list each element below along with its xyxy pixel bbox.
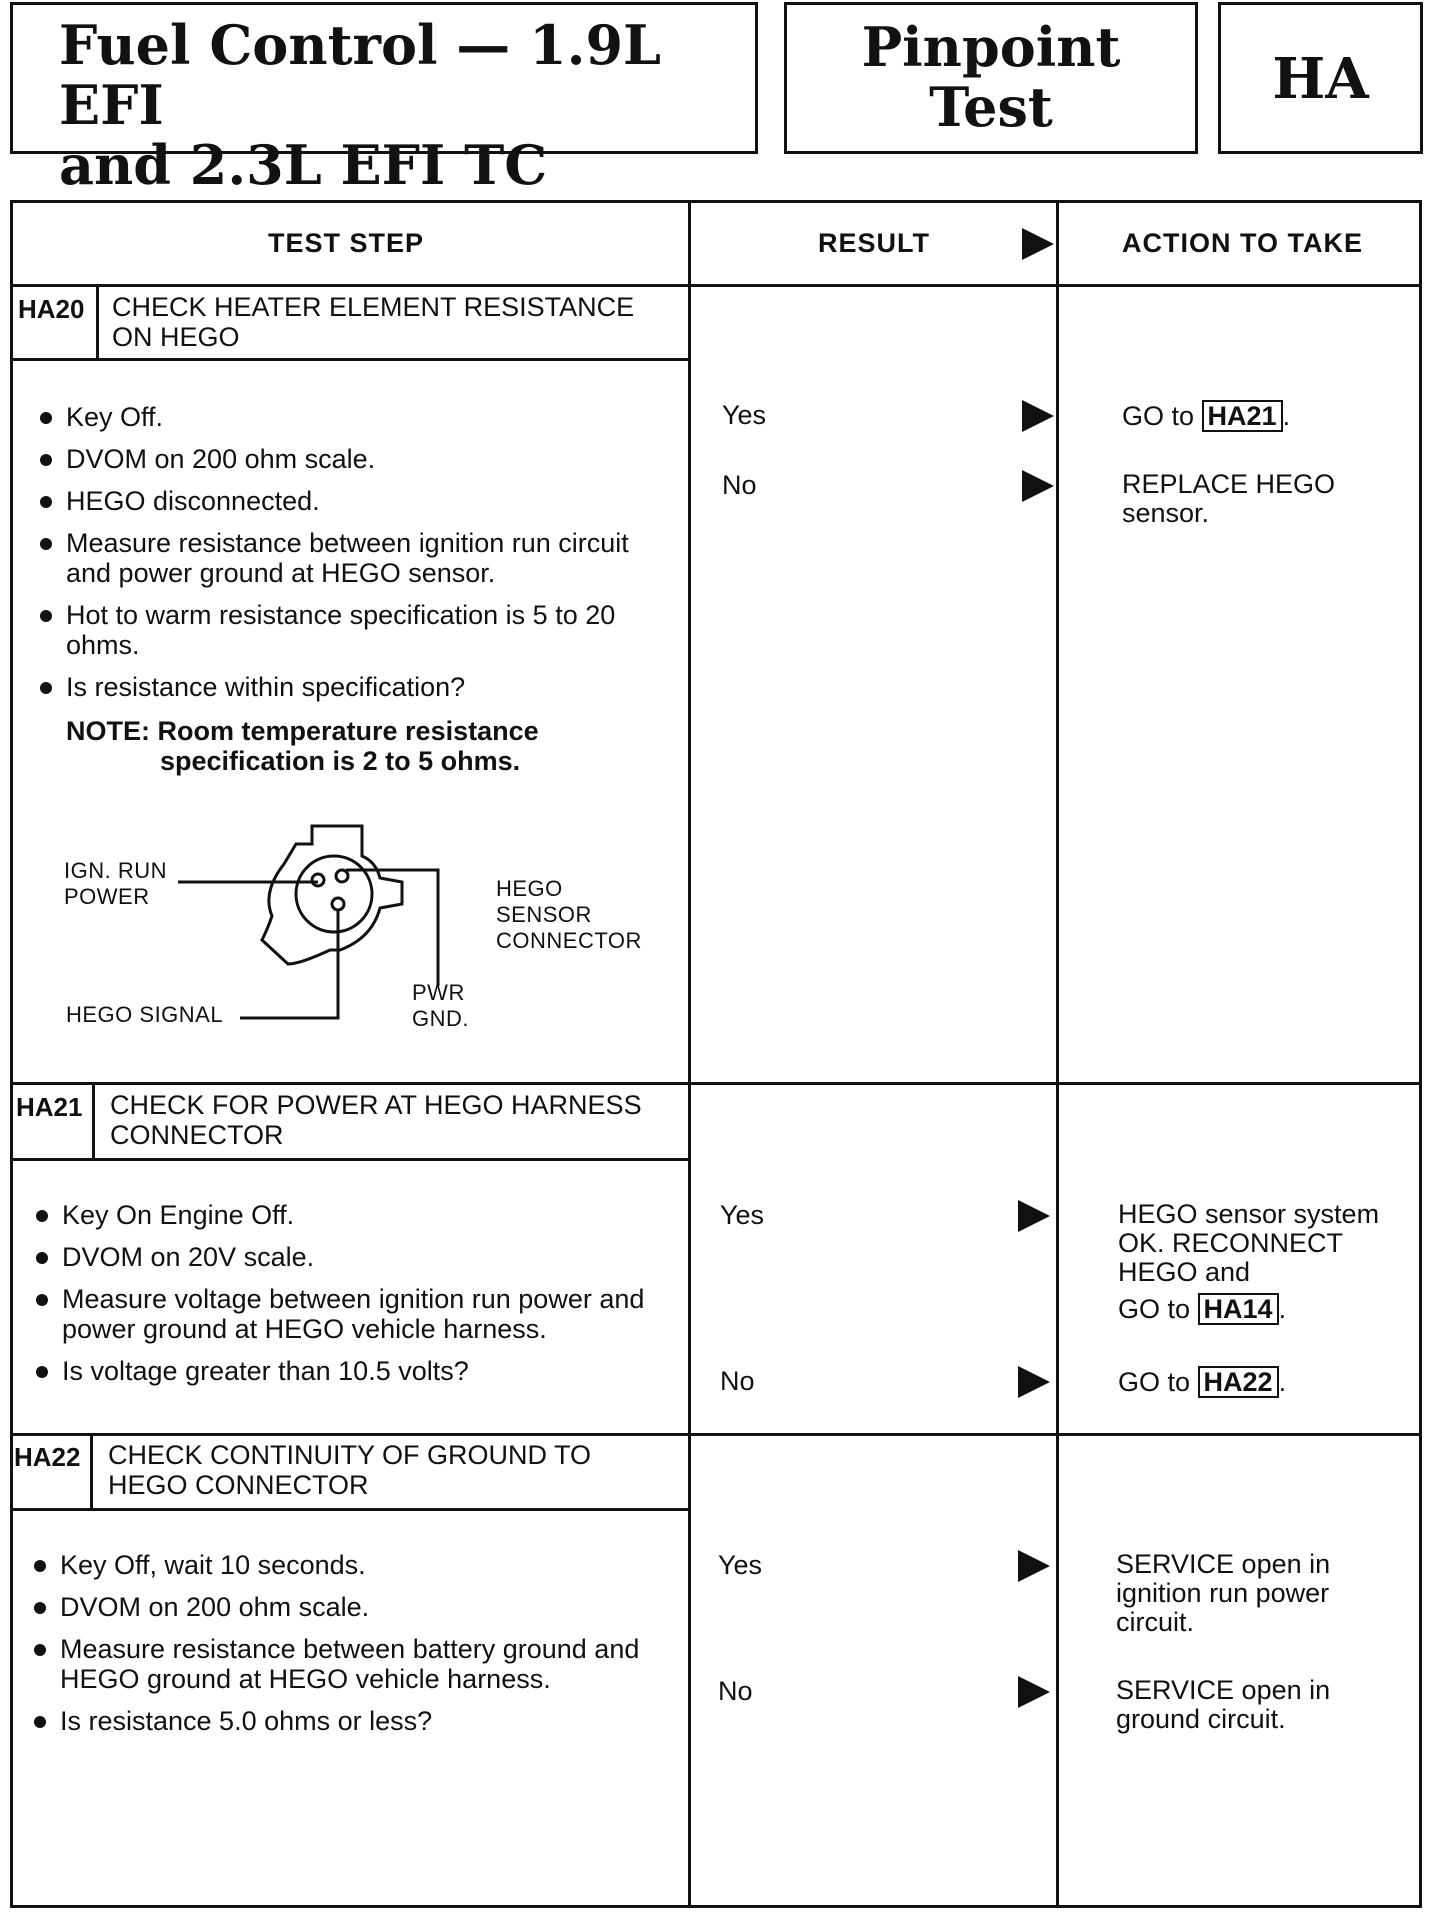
ign-run-power-label: IGN. RUN POWER <box>64 858 167 909</box>
column-header-action: ACTION TO TAKE <box>1122 228 1363 258</box>
step-title: CHECK FOR POWER AT HEGO HARNESS CONNECTOR <box>110 1090 642 1150</box>
step-title-rule <box>10 1158 688 1161</box>
list-item: Key On Engine Off. <box>32 1200 662 1230</box>
action-service-ign-run: SERVICE open in ignition run power circuit. <box>1116 1549 1331 1637</box>
result-arrow-icon <box>1018 1200 1050 1232</box>
action-goto: GO to HA21 . <box>1122 401 1291 431</box>
step-title: CHECK HEATER ELEMENT RESISTANCE ON HEGO <box>112 292 635 352</box>
pin-ign-run-icon <box>312 874 324 886</box>
pinpoint-label: Pinpoint <box>861 15 1121 79</box>
list-item: Key Off. <box>36 402 666 432</box>
list-item: HEGO disconnected. <box>36 486 666 516</box>
result-arrow-icon <box>1018 1366 1050 1398</box>
action-system-ok: HEGO sensor system OK. RECONNECT HEGO and GO to HA14 . <box>1118 1199 1380 1324</box>
row-separator-ha21 <box>10 1082 1422 1085</box>
list-item: DVOM on 200 ohm scale. <box>36 444 666 474</box>
list-item: Is resistance within specification? <box>36 672 666 702</box>
result-yes: Yes <box>718 1550 763 1580</box>
title-line-2: and 2.3L EFI TC <box>59 133 548 197</box>
result-yes: Yes <box>722 400 767 430</box>
pin-hego-signal-icon <box>332 898 344 910</box>
page-title <box>59 15 755 195</box>
result-no: No <box>718 1676 753 1706</box>
step-id-divider <box>90 1433 93 1511</box>
result-arrow-icon <box>1018 1550 1050 1582</box>
hego-signal-label: HEGO SIGNAL <box>66 1002 224 1027</box>
step-id-divider <box>96 284 99 361</box>
list-item: Is voltage greater than 10.5 volts? <box>32 1356 662 1386</box>
wire-pwr-gnd <box>346 870 438 986</box>
step-title: CHECK CONTINUITY OF GROUND TO HEGO CONNECTOR <box>108 1440 592 1500</box>
connector-ring-icon <box>296 856 372 932</box>
divider-step-result <box>688 200 691 1908</box>
step-ref-ha22[interactable]: HA22 <box>1198 1366 1279 1398</box>
step-id-divider <box>92 1082 95 1161</box>
column-header-result: RESULT <box>818 228 930 258</box>
list-item: Measure resistance between ignition run circuit and power ground at HEGO sensor. <box>36 528 666 588</box>
hego-sensor-connector-label: HEGO SENSOR CONNECTOR <box>496 876 642 953</box>
step-instructions <box>36 402 666 714</box>
step-instructions <box>32 1200 662 1398</box>
result-yes: Yes <box>720 1200 765 1230</box>
action-goto: GO to HA22 . <box>1118 1367 1287 1397</box>
pinpoint-test-box <box>784 2 1198 154</box>
step-ref-ha14[interactable]: HA14 <box>1198 1293 1279 1325</box>
list-item: DVOM on 200 ohm scale. <box>30 1592 670 1622</box>
step-title-rule <box>10 358 688 361</box>
test-code: HA <box>1272 46 1369 112</box>
list-item: Key Off, wait 10 seconds. <box>30 1550 670 1580</box>
list-item: Measure voltage between ignition run power and power ground at HEGO vehicle harness. <box>32 1284 662 1344</box>
test-label: Test <box>929 75 1053 139</box>
result-arrow-icon <box>1022 470 1054 502</box>
result-arrow-icon <box>1022 400 1054 432</box>
result-arrow-icon <box>1018 1676 1050 1708</box>
title-box <box>10 2 758 197</box>
list-item: Hot to warm resistance specification is 5 to 20 ohms. <box>36 600 666 660</box>
step-ref-ha21[interactable]: HA21 <box>1202 400 1283 432</box>
action-replace: REPLACE HEGO sensor. <box>1122 469 1336 528</box>
divider-result-action <box>1056 200 1059 1908</box>
list-item: Measure resistance between battery ground and HEGO ground at HEGO vehicle harness. <box>30 1634 670 1694</box>
list-item: Is resistance 5.0 ohms or less? <box>30 1706 670 1736</box>
step-id: HA21 <box>16 1092 83 1122</box>
step-id: HA20 <box>18 294 85 324</box>
title-line-1: Fuel Control — 1.9L EFI <box>59 13 662 137</box>
result-no: No <box>720 1366 755 1396</box>
column-header-rule <box>10 284 1422 287</box>
column-header-test-step: TEST STEP <box>268 228 425 258</box>
step-title-rule <box>10 1508 688 1511</box>
row-separator-ha22 <box>10 1433 1422 1436</box>
step-id: HA22 <box>14 1442 81 1472</box>
result-arrow-icon <box>1022 228 1054 260</box>
result-no: No <box>722 470 757 500</box>
test-code-box <box>1218 2 1423 154</box>
step-instructions <box>30 1550 670 1748</box>
note: NOTE: Room temperature resistance specification is 2 to 5 ohms. <box>66 716 539 776</box>
pwr-gnd-label: PWR GND. <box>412 980 469 1031</box>
pin-pwr-gnd-icon <box>336 870 348 882</box>
action-service-ground: SERVICE open in ground circuit. <box>1116 1675 1331 1734</box>
list-item: DVOM on 20V scale. <box>32 1242 662 1272</box>
connector-body-icon <box>262 826 402 964</box>
